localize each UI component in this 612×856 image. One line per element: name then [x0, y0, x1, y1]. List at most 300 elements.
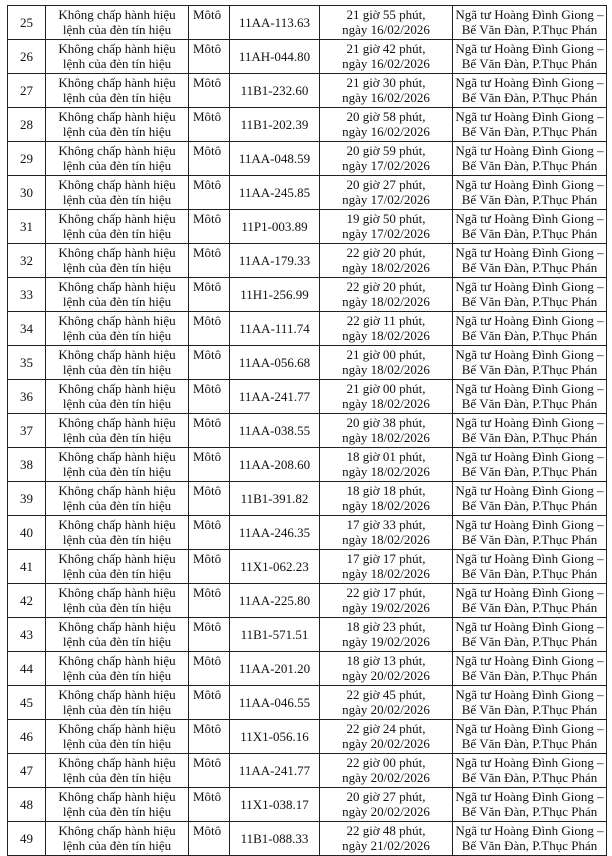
location-cell — [453, 74, 607, 108]
violation-date: ngày 18/02/2026 — [342, 328, 430, 343]
violation-date: ngày 18/02/2026 — [342, 532, 430, 547]
location-line1: Ngã tư Hoàng Đình Giong – — [455, 41, 604, 56]
table-row — [8, 380, 607, 414]
location-line2: Bế Văn Đàn, P.Thục Phán — [461, 634, 598, 649]
table-row — [8, 652, 607, 686]
location-line1: Ngã tư Hoàng Đình Giong – — [455, 7, 604, 22]
license-plate: 11AA-048.59 — [230, 142, 320, 176]
violation-text-line2: lệnh của đèn tín hiệu — [62, 668, 172, 683]
violation-date: ngày 16/02/2026 — [342, 90, 430, 105]
license-plate: 11AA-225.80 — [230, 584, 320, 618]
location-cell — [453, 346, 607, 380]
location-cell — [453, 176, 607, 210]
table-row — [8, 584, 607, 618]
vehicle-type: Môtô — [189, 686, 230, 720]
vehicle-type: Môtô — [189, 380, 230, 414]
violation-date: ngày 20/02/2026 — [342, 702, 430, 717]
location-line2: Bế Văn Đàn, P.Thục Phán — [461, 566, 598, 581]
violation-cell — [46, 686, 189, 720]
location-line1: Ngã tư Hoàng Đình Giong – — [455, 755, 604, 770]
violation-cell — [46, 516, 189, 550]
violation-time: 18 giờ 01 phút, — [346, 449, 426, 464]
row-number: 28 — [8, 108, 46, 142]
violation-cell — [46, 448, 189, 482]
violation-date: ngày 17/02/2026 — [342, 226, 430, 241]
row-number: 26 — [8, 40, 46, 74]
violation-text-line2: lệnh của đèn tín hiệu — [62, 260, 172, 275]
violation-cell — [46, 6, 189, 40]
violation-time: 17 giờ 33 phút, — [346, 517, 426, 532]
violation-time: 22 giờ 48 phút, — [346, 823, 426, 838]
table-row — [8, 754, 607, 788]
location-line1: Ngã tư Hoàng Đình Giong – — [455, 483, 604, 498]
violation-time: 21 giờ 00 phút, — [346, 381, 426, 396]
license-plate: 11B1-088.33 — [230, 822, 320, 856]
location-line1: Ngã tư Hoàng Đình Giong – — [455, 109, 604, 124]
violation-date: ngày 18/02/2026 — [342, 362, 430, 377]
time-cell — [320, 40, 453, 74]
license-plate: 11X1-056.16 — [230, 720, 320, 754]
violation-text-line1: Không chấp hành hiệu — [58, 177, 176, 192]
violation-cell — [46, 312, 189, 346]
violation-text-line1: Không chấp hành hiệu — [58, 687, 176, 702]
row-number: 44 — [8, 652, 46, 686]
row-number: 33 — [8, 278, 46, 312]
license-plate: 11B1-232.60 — [230, 74, 320, 108]
violation-cell — [46, 380, 189, 414]
location-line1: Ngã tư Hoàng Đình Giong – — [455, 245, 604, 260]
table-row — [8, 686, 607, 720]
table-row — [8, 210, 607, 244]
violation-text-line1: Không chấp hành hiệu — [58, 279, 176, 294]
vehicle-type: Môtô — [189, 618, 230, 652]
vehicle-type: Môtô — [189, 244, 230, 278]
violation-text-line2: lệnh của đèn tín hiệu — [62, 22, 172, 37]
location-cell — [453, 720, 607, 754]
location-cell — [453, 618, 607, 652]
time-cell — [320, 618, 453, 652]
location-cell — [453, 584, 607, 618]
location-line1: Ngã tư Hoàng Đình Giong – — [455, 449, 604, 464]
location-line1: Ngã tư Hoàng Đình Giong – — [455, 279, 604, 294]
location-cell — [453, 244, 607, 278]
license-plate: 11AA-046.55 — [230, 686, 320, 720]
time-cell — [320, 74, 453, 108]
location-line1: Ngã tư Hoàng Đình Giong – — [455, 585, 604, 600]
violation-text-line2: lệnh của đèn tín hiệu — [62, 498, 172, 513]
vehicle-type: Môtô — [189, 584, 230, 618]
time-cell — [320, 550, 453, 584]
row-number: 32 — [8, 244, 46, 278]
violation-cell — [46, 278, 189, 312]
location-line2: Bế Văn Đàn, P.Thục Phán — [461, 260, 598, 275]
location-line1: Ngã tư Hoàng Đình Giong – — [455, 517, 604, 532]
violation-text-line2: lệnh của đèn tín hiệu — [62, 396, 172, 411]
license-plate: 11B1-391.82 — [230, 482, 320, 516]
license-plate: 11AA-113.63 — [230, 6, 320, 40]
license-plate: 11AH-044.80 — [230, 40, 320, 74]
vehicle-type: Môtô — [189, 482, 230, 516]
location-line2: Bế Văn Đàn, P.Thục Phán — [461, 226, 598, 241]
violation-text-line1: Không chấp hành hiệu — [58, 7, 176, 22]
location-line2: Bế Văn Đàn, P.Thục Phán — [461, 464, 598, 479]
violation-cell — [46, 584, 189, 618]
time-cell — [320, 346, 453, 380]
location-line2: Bế Văn Đàn, P.Thục Phán — [461, 498, 598, 513]
license-plate: 11X1-062.23 — [230, 550, 320, 584]
license-plate: 11AA-246.35 — [230, 516, 320, 550]
row-number: 41 — [8, 550, 46, 584]
location-line2: Bế Văn Đàn, P.Thục Phán — [461, 838, 598, 853]
violation-text-line2: lệnh của đèn tín hiệu — [62, 566, 172, 581]
row-number: 30 — [8, 176, 46, 210]
violation-time: 22 giờ 20 phút, — [346, 245, 426, 260]
time-cell — [320, 414, 453, 448]
vehicle-type: Môtô — [189, 516, 230, 550]
vehicle-type: Môtô — [189, 312, 230, 346]
location-cell — [453, 312, 607, 346]
violation-date: ngày 21/02/2026 — [342, 838, 430, 853]
table-row — [8, 40, 607, 74]
vehicle-type: Môtô — [189, 414, 230, 448]
violation-text-line2: lệnh của đèn tín hiệu — [62, 600, 172, 615]
row-number: 31 — [8, 210, 46, 244]
license-plate: 11AA-201.20 — [230, 652, 320, 686]
row-number: 45 — [8, 686, 46, 720]
vehicle-type: Môtô — [189, 754, 230, 788]
violation-text-line1: Không chấp hành hiệu — [58, 517, 176, 532]
time-cell — [320, 6, 453, 40]
location-line2: Bế Văn Đàn, P.Thục Phán — [461, 362, 598, 377]
table-row — [8, 108, 607, 142]
violation-text-line1: Không chấp hành hiệu — [58, 313, 176, 328]
location-line2: Bế Văn Đàn, P.Thục Phán — [461, 294, 598, 309]
table-row — [8, 6, 607, 40]
violation-text-line2: lệnh của đèn tín hiệu — [62, 56, 172, 71]
violation-text-line1: Không chấp hành hiệu — [58, 619, 176, 634]
violation-text-line2: lệnh của đèn tín hiệu — [62, 430, 172, 445]
violation-date: ngày 16/02/2026 — [342, 56, 430, 71]
violation-time: 22 giờ 24 phút, — [346, 721, 426, 736]
violation-date: ngày 17/02/2026 — [342, 192, 430, 207]
location-cell — [453, 448, 607, 482]
violation-date: ngày 18/02/2026 — [342, 260, 430, 275]
vehicle-type: Môtô — [189, 278, 230, 312]
time-cell — [320, 686, 453, 720]
license-plate: 11B1-571.51 — [230, 618, 320, 652]
license-plate: 11X1-038.17 — [230, 788, 320, 822]
table-row — [8, 516, 607, 550]
time-cell — [320, 754, 453, 788]
location-cell — [453, 210, 607, 244]
violation-text-line1: Không chấp hành hiệu — [58, 721, 176, 736]
table-row — [8, 788, 607, 822]
location-line1: Ngã tư Hoàng Đình Giong – — [455, 381, 604, 396]
violation-text-line2: lệnh của đèn tín hiệu — [62, 532, 172, 547]
location-line1: Ngã tư Hoàng Đình Giong – — [455, 687, 604, 702]
violation-text-line1: Không chấp hành hiệu — [58, 483, 176, 498]
violation-cell — [46, 720, 189, 754]
violation-text-line1: Không chấp hành hiệu — [58, 245, 176, 260]
location-cell — [453, 482, 607, 516]
violation-cell — [46, 788, 189, 822]
license-plate: 11AA-056.68 — [230, 346, 320, 380]
license-plate: 11AA-179.33 — [230, 244, 320, 278]
location-cell — [453, 6, 607, 40]
violation-time: 18 giờ 18 phút, — [346, 483, 426, 498]
location-line1: Ngã tư Hoàng Đình Giong – — [455, 211, 604, 226]
violation-cell — [46, 414, 189, 448]
violation-text-line2: lệnh của đèn tín hiệu — [62, 804, 172, 819]
license-plate: 11P1-003.89 — [230, 210, 320, 244]
location-cell — [453, 754, 607, 788]
table-row — [8, 720, 607, 754]
table-row — [8, 346, 607, 380]
location-line1: Ngã tư Hoàng Đình Giong – — [455, 653, 604, 668]
row-number: 40 — [8, 516, 46, 550]
violation-date: ngày 18/02/2026 — [342, 430, 430, 445]
vehicle-type: Môtô — [189, 652, 230, 686]
location-cell — [453, 108, 607, 142]
row-number: 39 — [8, 482, 46, 516]
row-number: 34 — [8, 312, 46, 346]
time-cell — [320, 176, 453, 210]
location-line2: Bế Văn Đàn, P.Thục Phán — [461, 702, 598, 717]
time-cell — [320, 720, 453, 754]
violation-text-line1: Không chấp hành hiệu — [58, 789, 176, 804]
violation-time: 22 giờ 20 phút, — [346, 279, 426, 294]
violation-date: ngày 20/02/2026 — [342, 736, 430, 751]
table-row — [8, 550, 607, 584]
violation-text-line1: Không chấp hành hiệu — [58, 755, 176, 770]
location-cell — [453, 414, 607, 448]
violation-cell — [46, 108, 189, 142]
row-number: 37 — [8, 414, 46, 448]
violation-cell — [46, 142, 189, 176]
violation-text-line2: lệnh của đèn tín hiệu — [62, 226, 172, 241]
violation-cell — [46, 550, 189, 584]
violation-date: ngày 20/02/2026 — [342, 770, 430, 785]
license-plate: 11H1-256.99 — [230, 278, 320, 312]
violation-text-line2: lệnh của đèn tín hiệu — [62, 158, 172, 173]
location-line2: Bế Văn Đàn, P.Thục Phán — [461, 56, 598, 71]
location-cell — [453, 516, 607, 550]
location-line2: Bế Văn Đàn, P.Thục Phán — [461, 804, 598, 819]
violation-text-line1: Không chấp hành hiệu — [58, 585, 176, 600]
time-cell — [320, 448, 453, 482]
violation-time: 22 giờ 11 phút, — [346, 313, 426, 328]
time-cell — [320, 516, 453, 550]
time-cell — [320, 380, 453, 414]
location-line2: Bế Văn Đàn, P.Thục Phán — [461, 770, 598, 785]
time-cell — [320, 108, 453, 142]
location-line1: Ngã tư Hoàng Đình Giong – — [455, 313, 604, 328]
location-line1: Ngã tư Hoàng Đình Giong – — [455, 75, 604, 90]
table-row — [8, 448, 607, 482]
row-number: 29 — [8, 142, 46, 176]
violation-date: ngày 19/02/2026 — [342, 634, 430, 649]
time-cell — [320, 482, 453, 516]
location-cell — [453, 40, 607, 74]
time-cell — [320, 142, 453, 176]
violation-date: ngày 18/02/2026 — [342, 294, 430, 309]
violation-time: 18 giờ 13 phút, — [346, 653, 426, 668]
violation-text-line2: lệnh của đèn tín hiệu — [62, 838, 172, 853]
violation-text-line2: lệnh của đèn tín hiệu — [62, 294, 172, 309]
location-line2: Bế Văn Đàn, P.Thục Phán — [461, 600, 598, 615]
row-number: 42 — [8, 584, 46, 618]
time-cell — [320, 788, 453, 822]
location-line2: Bế Văn Đàn, P.Thục Phán — [461, 328, 598, 343]
location-line2: Bế Văn Đàn, P.Thục Phán — [461, 90, 598, 105]
violation-date: ngày 16/02/2026 — [342, 124, 430, 139]
time-cell — [320, 244, 453, 278]
location-cell — [453, 686, 607, 720]
violation-date: ngày 18/02/2026 — [342, 566, 430, 581]
row-number: 49 — [8, 822, 46, 856]
location-line2: Bế Văn Đàn, P.Thục Phán — [461, 396, 598, 411]
violation-date: ngày 20/02/2026 — [342, 804, 430, 819]
row-number: 43 — [8, 618, 46, 652]
time-cell — [320, 652, 453, 686]
table-row — [8, 278, 607, 312]
violation-text-line2: lệnh của đèn tín hiệu — [62, 464, 172, 479]
table-row — [8, 414, 607, 448]
time-cell — [320, 278, 453, 312]
location-line2: Bế Văn Đàn, P.Thục Phán — [461, 668, 598, 683]
violation-time: 22 giờ 00 phút, — [346, 755, 426, 770]
vehicle-type: Môtô — [189, 346, 230, 380]
violation-text-line1: Không chấp hành hiệu — [58, 211, 176, 226]
row-number: 38 — [8, 448, 46, 482]
license-plate: 11B1-202.39 — [230, 108, 320, 142]
violation-text-line2: lệnh của đèn tín hiệu — [62, 362, 172, 377]
violation-text-line1: Không chấp hành hiệu — [58, 347, 176, 362]
violation-text-line2: lệnh của đèn tín hiệu — [62, 702, 172, 717]
violation-cell — [46, 346, 189, 380]
violation-time: 21 giờ 30 phút, — [346, 75, 426, 90]
table-row — [8, 822, 607, 856]
license-plate: 11AA-111.74 — [230, 312, 320, 346]
location-cell — [453, 278, 607, 312]
violation-date: ngày 20/02/2026 — [342, 668, 430, 683]
violation-time: 21 giờ 55 phút, — [346, 7, 426, 22]
violation-text-line2: lệnh của đèn tín hiệu — [62, 124, 172, 139]
location-cell — [453, 380, 607, 414]
violation-time: 17 giờ 17 phút, — [346, 551, 426, 566]
table-row — [8, 142, 607, 176]
location-line1: Ngã tư Hoàng Đình Giong – — [455, 347, 604, 362]
violation-time: 22 giờ 17 phút, — [346, 585, 426, 600]
violation-text-line1: Không chấp hành hiệu — [58, 381, 176, 396]
violation-text-line2: lệnh của đèn tín hiệu — [62, 736, 172, 751]
violation-time: 20 giờ 27 phút, — [346, 177, 426, 192]
violations-table-body — [8, 6, 607, 856]
violation-time: 21 giờ 00 phút, — [346, 347, 426, 362]
violation-time: 18 giờ 23 phút, — [346, 619, 426, 634]
violation-cell — [46, 754, 189, 788]
vehicle-type: Môtô — [189, 6, 230, 40]
location-cell — [453, 142, 607, 176]
vehicle-type: Môtô — [189, 550, 230, 584]
vehicle-type: Môtô — [189, 448, 230, 482]
location-cell — [453, 822, 607, 856]
license-plate: 11AA-241.77 — [230, 754, 320, 788]
violation-text-line2: lệnh của đèn tín hiệu — [62, 328, 172, 343]
violation-text-line2: lệnh của đèn tín hiệu — [62, 192, 172, 207]
violation-text-line1: Không chấp hành hiệu — [58, 551, 176, 566]
violation-cell — [46, 822, 189, 856]
time-cell — [320, 312, 453, 346]
violation-cell — [46, 40, 189, 74]
vehicle-type: Môtô — [189, 720, 230, 754]
violation-cell — [46, 176, 189, 210]
table-row — [8, 482, 607, 516]
location-line1: Ngã tư Hoàng Đình Giong – — [455, 415, 604, 430]
location-line1: Ngã tư Hoàng Đình Giong – — [455, 789, 604, 804]
violation-time: 22 giờ 45 phút, — [346, 687, 426, 702]
violation-time: 19 giờ 50 phút, — [346, 211, 426, 226]
location-line2: Bế Văn Đàn, P.Thục Phán — [461, 192, 598, 207]
violation-text-line2: lệnh của đèn tín hiệu — [62, 770, 172, 785]
location-line2: Bế Văn Đàn, P.Thục Phán — [461, 736, 598, 751]
violation-text-line1: Không chấp hành hiệu — [58, 75, 176, 90]
violation-text-line1: Không chấp hành hiệu — [58, 143, 176, 158]
row-number: 46 — [8, 720, 46, 754]
violation-text-line1: Không chấp hành hiệu — [58, 653, 176, 668]
violation-text-line1: Không chấp hành hiệu — [58, 415, 176, 430]
violation-time: 20 giờ 58 phút, — [346, 109, 426, 124]
violation-date: ngày 18/02/2026 — [342, 498, 430, 513]
violation-cell — [46, 244, 189, 278]
violation-cell — [46, 482, 189, 516]
violation-cell — [46, 74, 189, 108]
violation-cell — [46, 210, 189, 244]
location-line2: Bế Văn Đàn, P.Thục Phán — [461, 158, 598, 173]
violation-date: ngày 18/02/2026 — [342, 396, 430, 411]
location-line2: Bế Văn Đàn, P.Thục Phán — [461, 22, 598, 37]
violation-time: 20 giờ 27 phút, — [346, 789, 426, 804]
table-row — [8, 176, 607, 210]
location-line1: Ngã tư Hoàng Đình Giong – — [455, 177, 604, 192]
location-cell — [453, 652, 607, 686]
vehicle-type: Môtô — [189, 210, 230, 244]
vehicle-type: Môtô — [189, 40, 230, 74]
location-line1: Ngã tư Hoàng Đình Giong – — [455, 823, 604, 838]
row-number: 25 — [8, 6, 46, 40]
row-number: 47 — [8, 754, 46, 788]
row-number: 27 — [8, 74, 46, 108]
license-plate: 11AA-241.77 — [230, 380, 320, 414]
violation-text-line1: Không chấp hành hiệu — [58, 41, 176, 56]
violation-date: ngày 16/02/2026 — [342, 22, 430, 37]
violation-cell — [46, 618, 189, 652]
vehicle-type: Môtô — [189, 108, 230, 142]
location-line1: Ngã tư Hoàng Đình Giong – — [455, 143, 604, 158]
violation-text-line1: Không chấp hành hiệu — [58, 109, 176, 124]
time-cell — [320, 584, 453, 618]
location-line2: Bế Văn Đàn, P.Thục Phán — [461, 430, 598, 445]
row-number: 36 — [8, 380, 46, 414]
violation-text-line1: Không chấp hành hiệu — [58, 823, 176, 838]
violation-text-line1: Không chấp hành hiệu — [58, 449, 176, 464]
time-cell — [320, 210, 453, 244]
location-cell — [453, 550, 607, 584]
violation-time: 20 giờ 38 phút, — [346, 415, 426, 430]
violation-time: 20 giờ 59 phút, — [346, 143, 426, 158]
violations-table — [7, 5, 607, 856]
vehicle-type: Môtô — [189, 74, 230, 108]
